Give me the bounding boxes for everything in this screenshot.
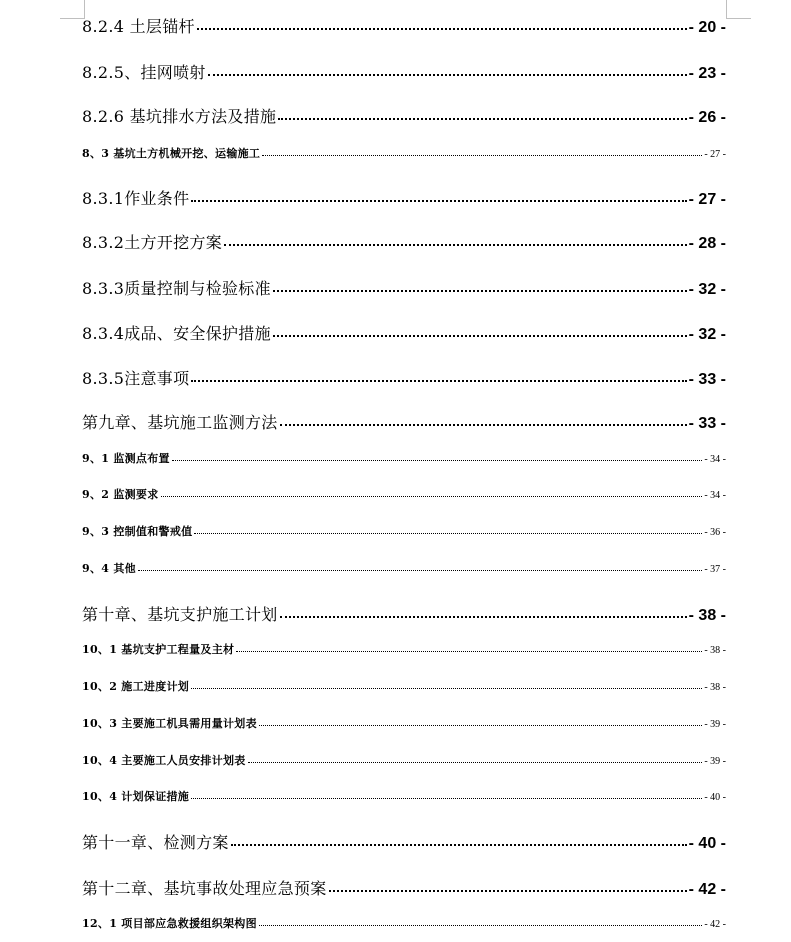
toc-entry-page-number: - 27 - xyxy=(704,149,726,160)
toc-dot-leader xyxy=(329,890,687,892)
toc-dot-leader xyxy=(172,460,702,461)
toc-dot-leader xyxy=(278,118,686,120)
toc-entry-title: 9、3 控制值和警戒值 xyxy=(82,525,193,538)
toc-entry-page-number: - 20 - xyxy=(688,19,726,36)
toc-entry-title: 8.3.1作业条件 xyxy=(82,189,190,208)
toc-entry-title: 8.3.4成品、安全保护措施 xyxy=(82,324,271,343)
toc-entry-page-number: - 34 - xyxy=(704,454,726,465)
toc-entry-page-number: - 39 - xyxy=(704,756,726,767)
toc-entry-page-number: - 34 - xyxy=(704,490,726,501)
toc-entry-page-number: - 38 - xyxy=(704,645,726,656)
toc-entry[interactable] xyxy=(82,230,726,253)
toc-entry-title: 8、3 基坑土方机械开挖、运输施工 xyxy=(82,147,261,160)
toc-entry-page-number: - 32 - xyxy=(688,281,726,298)
toc-entry-page-number: - 23 - xyxy=(688,65,726,82)
toc-entry-title: 第九章、基坑施工监测方法 xyxy=(82,413,278,432)
toc-entry-title: 9、2 监测要求 xyxy=(82,488,159,501)
toc-entry-page-number: - 38 - xyxy=(704,682,726,693)
toc-entry[interactable] xyxy=(82,915,726,931)
toc-entry-title: 第十章、基坑支护施工计划 xyxy=(82,605,278,624)
toc-entry[interactable] xyxy=(82,60,726,83)
toc-entry[interactable] xyxy=(82,523,726,539)
toc-entry-page-number: - 40 - xyxy=(688,835,726,852)
toc-entry-title: 9、4 其他 xyxy=(82,562,136,575)
toc-entry-page-number: - 37 - xyxy=(704,564,726,575)
toc-entry-title: 9、1 监测点布置 xyxy=(82,452,170,465)
toc-dot-leader xyxy=(197,28,687,30)
toc-dot-leader xyxy=(138,570,702,571)
toc-entry-title: 8.2.5、挂网喷射 xyxy=(82,63,206,82)
toc-entry-title: 8.2.6 基坑排水方法及措施 xyxy=(82,107,277,126)
toc-entry-title: 8.3.5注意事项 xyxy=(82,369,190,388)
toc-entry-page-number: - 38 - xyxy=(688,607,726,624)
toc-entry-title: 10、1 基坑支护工程量及主材 xyxy=(82,643,235,656)
toc-entry[interactable] xyxy=(82,560,726,576)
toc-entry-page-number: - 32 - xyxy=(688,326,726,343)
toc-entry-page-number: - 28 - xyxy=(688,235,726,252)
toc-dot-leader xyxy=(248,762,703,763)
toc-entry[interactable] xyxy=(82,788,726,804)
page-corner-mark-right xyxy=(726,0,751,19)
toc-entry-title: 10、2 施工进度计划 xyxy=(82,680,190,693)
toc-entry[interactable] xyxy=(82,486,726,502)
toc-entry[interactable] xyxy=(82,641,726,657)
toc-dot-leader xyxy=(194,533,702,534)
toc-entry-title: 10、3 主要施工机具需用量计划表 xyxy=(82,717,257,730)
toc-entry[interactable] xyxy=(82,366,726,389)
toc-entry-page-number: - 27 - xyxy=(688,191,726,208)
toc-entry-page-number: - 33 - xyxy=(688,415,726,432)
toc-entry[interactable] xyxy=(82,276,726,299)
toc-entry-page-number: - 33 - xyxy=(688,371,726,388)
toc-entry-title: 10、4 主要施工人员安排计划表 xyxy=(82,754,246,767)
toc-dot-leader xyxy=(280,424,687,426)
toc-entry-page-number: - 39 - xyxy=(704,719,726,730)
toc-entry-title: 10、4 计划保证措施 xyxy=(82,790,190,803)
toc-entry[interactable] xyxy=(82,104,726,127)
toc-dot-leader xyxy=(208,74,687,76)
toc-dot-leader xyxy=(161,496,703,497)
toc-entry-title: 第十二章、基坑事故处理应急预案 xyxy=(82,879,327,898)
toc-dot-leader xyxy=(273,335,687,337)
table-of-contents xyxy=(82,0,726,942)
toc-entry[interactable] xyxy=(82,602,726,625)
toc-entry-title: 8.3.2土方开挖方案 xyxy=(82,233,223,252)
toc-dot-leader xyxy=(259,925,702,926)
toc-dot-leader xyxy=(236,651,702,652)
toc-dot-leader xyxy=(191,200,686,202)
toc-entry[interactable] xyxy=(82,752,726,768)
toc-entry-page-number: - 40 - xyxy=(704,792,726,803)
toc-dot-leader xyxy=(191,380,686,382)
toc-entry-title: 第十一章、检测方案 xyxy=(82,833,229,852)
toc-entry-title: 8.3.3质量控制与检验标准 xyxy=(82,279,271,298)
toc-entry[interactable] xyxy=(82,830,726,853)
toc-dot-leader xyxy=(191,688,702,689)
toc-entry-title: 12、1 项目部应急救援组织架构图 xyxy=(82,917,257,930)
toc-dot-leader xyxy=(273,290,687,292)
toc-dot-leader xyxy=(262,155,702,156)
toc-entry-page-number: - 36 - xyxy=(704,527,726,538)
toc-entry-title: 8.2.4 土层锚杆 xyxy=(82,17,195,36)
toc-entry[interactable] xyxy=(82,145,726,161)
toc-dot-leader xyxy=(259,725,702,726)
toc-dot-leader xyxy=(224,244,687,246)
toc-entry[interactable] xyxy=(82,876,726,899)
toc-entry[interactable] xyxy=(82,678,726,694)
toc-entry-page-number: - 42 - xyxy=(688,881,726,898)
toc-entry[interactable] xyxy=(82,450,726,466)
toc-entry[interactable] xyxy=(82,321,726,344)
toc-entry[interactable] xyxy=(82,715,726,731)
toc-entry[interactable] xyxy=(82,14,726,37)
toc-entry[interactable] xyxy=(82,410,726,433)
toc-entry-page-number: - 42 - xyxy=(704,919,726,930)
toc-dot-leader xyxy=(280,616,687,618)
toc-dot-leader xyxy=(191,798,702,799)
toc-entry[interactable] xyxy=(82,186,726,209)
toc-entry-page-number: - 26 - xyxy=(688,109,726,126)
toc-dot-leader xyxy=(231,844,687,846)
